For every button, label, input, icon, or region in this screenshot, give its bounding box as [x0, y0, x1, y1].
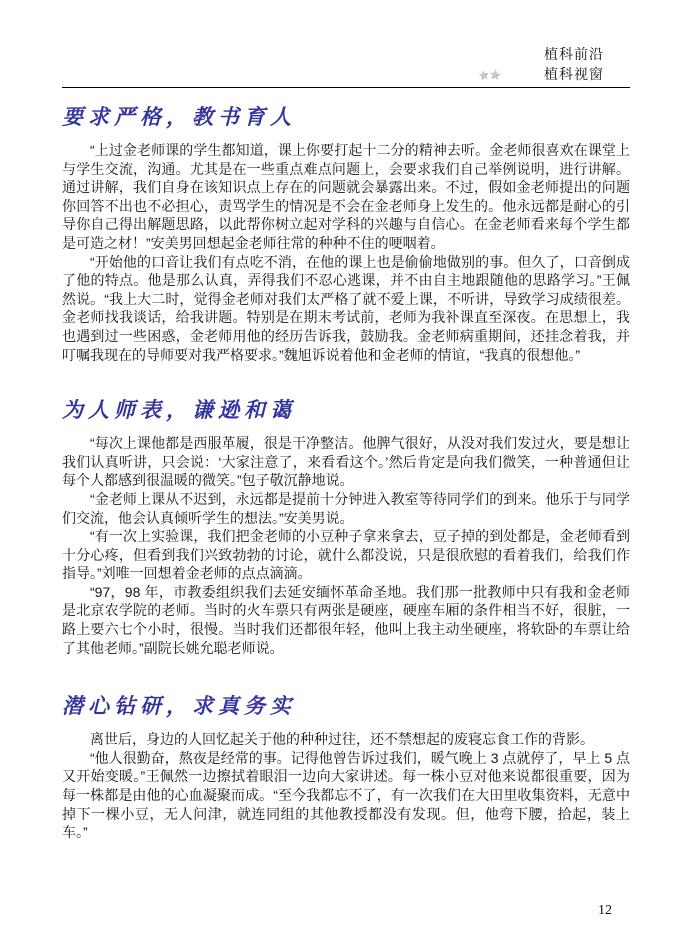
paragraph: “他人很勤奋，熬夜是经常的事。记得他曾告诉过我们，暖气晚上 3 点就停了，早上 5 点又开始变暖。”王佩然一边擦拭着眼泪一边向大家讲述。每一株小豆对他来说都很重要，因为每一株都是由他的心血凝聚而成。“至今我都忘不了，有一次我们在大田里收集资料，无意中掉下一棵小豆，无人问津，就连同组的其他教授都没有发现。但，他弯下腰，拾起，装上车。”	[62, 749, 630, 841]
paragraph: 离世后，身边的人回忆起关于他的种种过往，还不禁想起的废寝忘食工作的背影。	[90, 731, 594, 748]
page-header	[62, 44, 630, 88]
section-body	[62, 434, 630, 657]
star-icon: ★	[488, 66, 504, 83]
page-number: 12	[598, 903, 612, 918]
paragraph: “上过金老师课的学生都知道，课上你要打起十二分的精神去听。金老师很喜欢在课堂上与学生交流，沟通。尤其是在一些重点难点问题上，会要求我们自己举例说明，进行讲解。通过讲解，我们自身在该知识点上存在的问题就会暴露出来。不过，假如金老师提出的问题你回答不出也不必担心，责骂学生的情况是不会在金老师身上发生的。他永远都是耐心的引导你自己得出解题思路，以此帮你树立起对学科的兴趣与自信心。在金老师看来每个学生都是可造之材！”安美男回想起金老师往常的种种不住的哽咽着。	[62, 142, 630, 251]
section-research	[62, 690, 630, 842]
section-strict-teaching	[62, 101, 630, 364]
stars-icon	[478, 65, 502, 85]
paragraph: “有一次上实验课，我们把金老师的小豆种子拿来拿去，豆子掉的到处都是，金老师看到十分心疼，但看到我们兴致勃勃的讨论，就什么都没说，只是很欣慰的看着我们，给我们作指导。”刘唯一回想着金老师的点点滴滴。	[62, 528, 630, 582]
star-icon: ★	[476, 66, 491, 84]
header-divider	[62, 87, 630, 88]
paragraph: “开始他的口音让我们有点吃不消，在他的课上也是偷偷地做别的事。但久了，口音倒成了他的特点。他是那么认真，弄得我们不忍心逃课，并不由自主地跟随他的思路学习。”王佩然说。“我上大二时，觉得金老师对我们太严格了就不爱上课，不听讲，导致学习成绩很差。金老师找我谈话，给我讲题。特别是在期末考试前，老师为我补课直至深夜。在思想上，我也遇到过一些困惑，金老师用他的经历告诉我，鼓励我。金老师病重期间，还挂念着我，并叮嘱我现在的导师要对我严格要求。”魏旭诉说着他和金老师的情谊，“我真的很想他。”	[62, 253, 630, 363]
page-content	[62, 44, 630, 842]
section-heading: 为人师表，谦逊和蔼	[62, 398, 296, 423]
paragraph: “97，98 年，市教委组织我们去延安缅怀革命圣地。我们那一批教师中只有我和金老师是北京农学院的老师。当时的火车票只有两张是硬座，硬座车厢的条件相当不好，很脏，一路上要六七个小时，很慢。当时我们还都很年轻，他叫上我主动坐硬座，将软卧的车票让给了其他老师。”副院长姚允聪老师说。	[62, 583, 630, 656]
header-title-line1: 植科前沿	[544, 46, 604, 62]
section-heading: 要求严格，教书育人	[62, 105, 296, 129]
paragraph: “每次上课他都是西服革履，很是干净整洁。他脾气很好，从没对我们发过火，要是想让我们认真听讲，只会说：‘大家注意了，来看看这个。’然后肯定是向我们微笑，一种普通但让每个人都感到很温暖的微笑。”包子敬沉静地说。	[62, 435, 630, 489]
header-title-line2-text: 植科视窗	[544, 66, 604, 82]
section-body	[62, 730, 630, 842]
section-role-model	[62, 394, 630, 657]
header-title-line2	[62, 64, 630, 84]
section-body	[62, 141, 630, 364]
paragraph: “金老师上课从不迟到，永远都是提前十分钟进入教室等待同学们的到来。他乐于与同学们交流，他会认真倾听学生的想法。”安美男说。	[62, 490, 630, 526]
section-heading: 潜心钻研，求真务实	[62, 694, 296, 719]
